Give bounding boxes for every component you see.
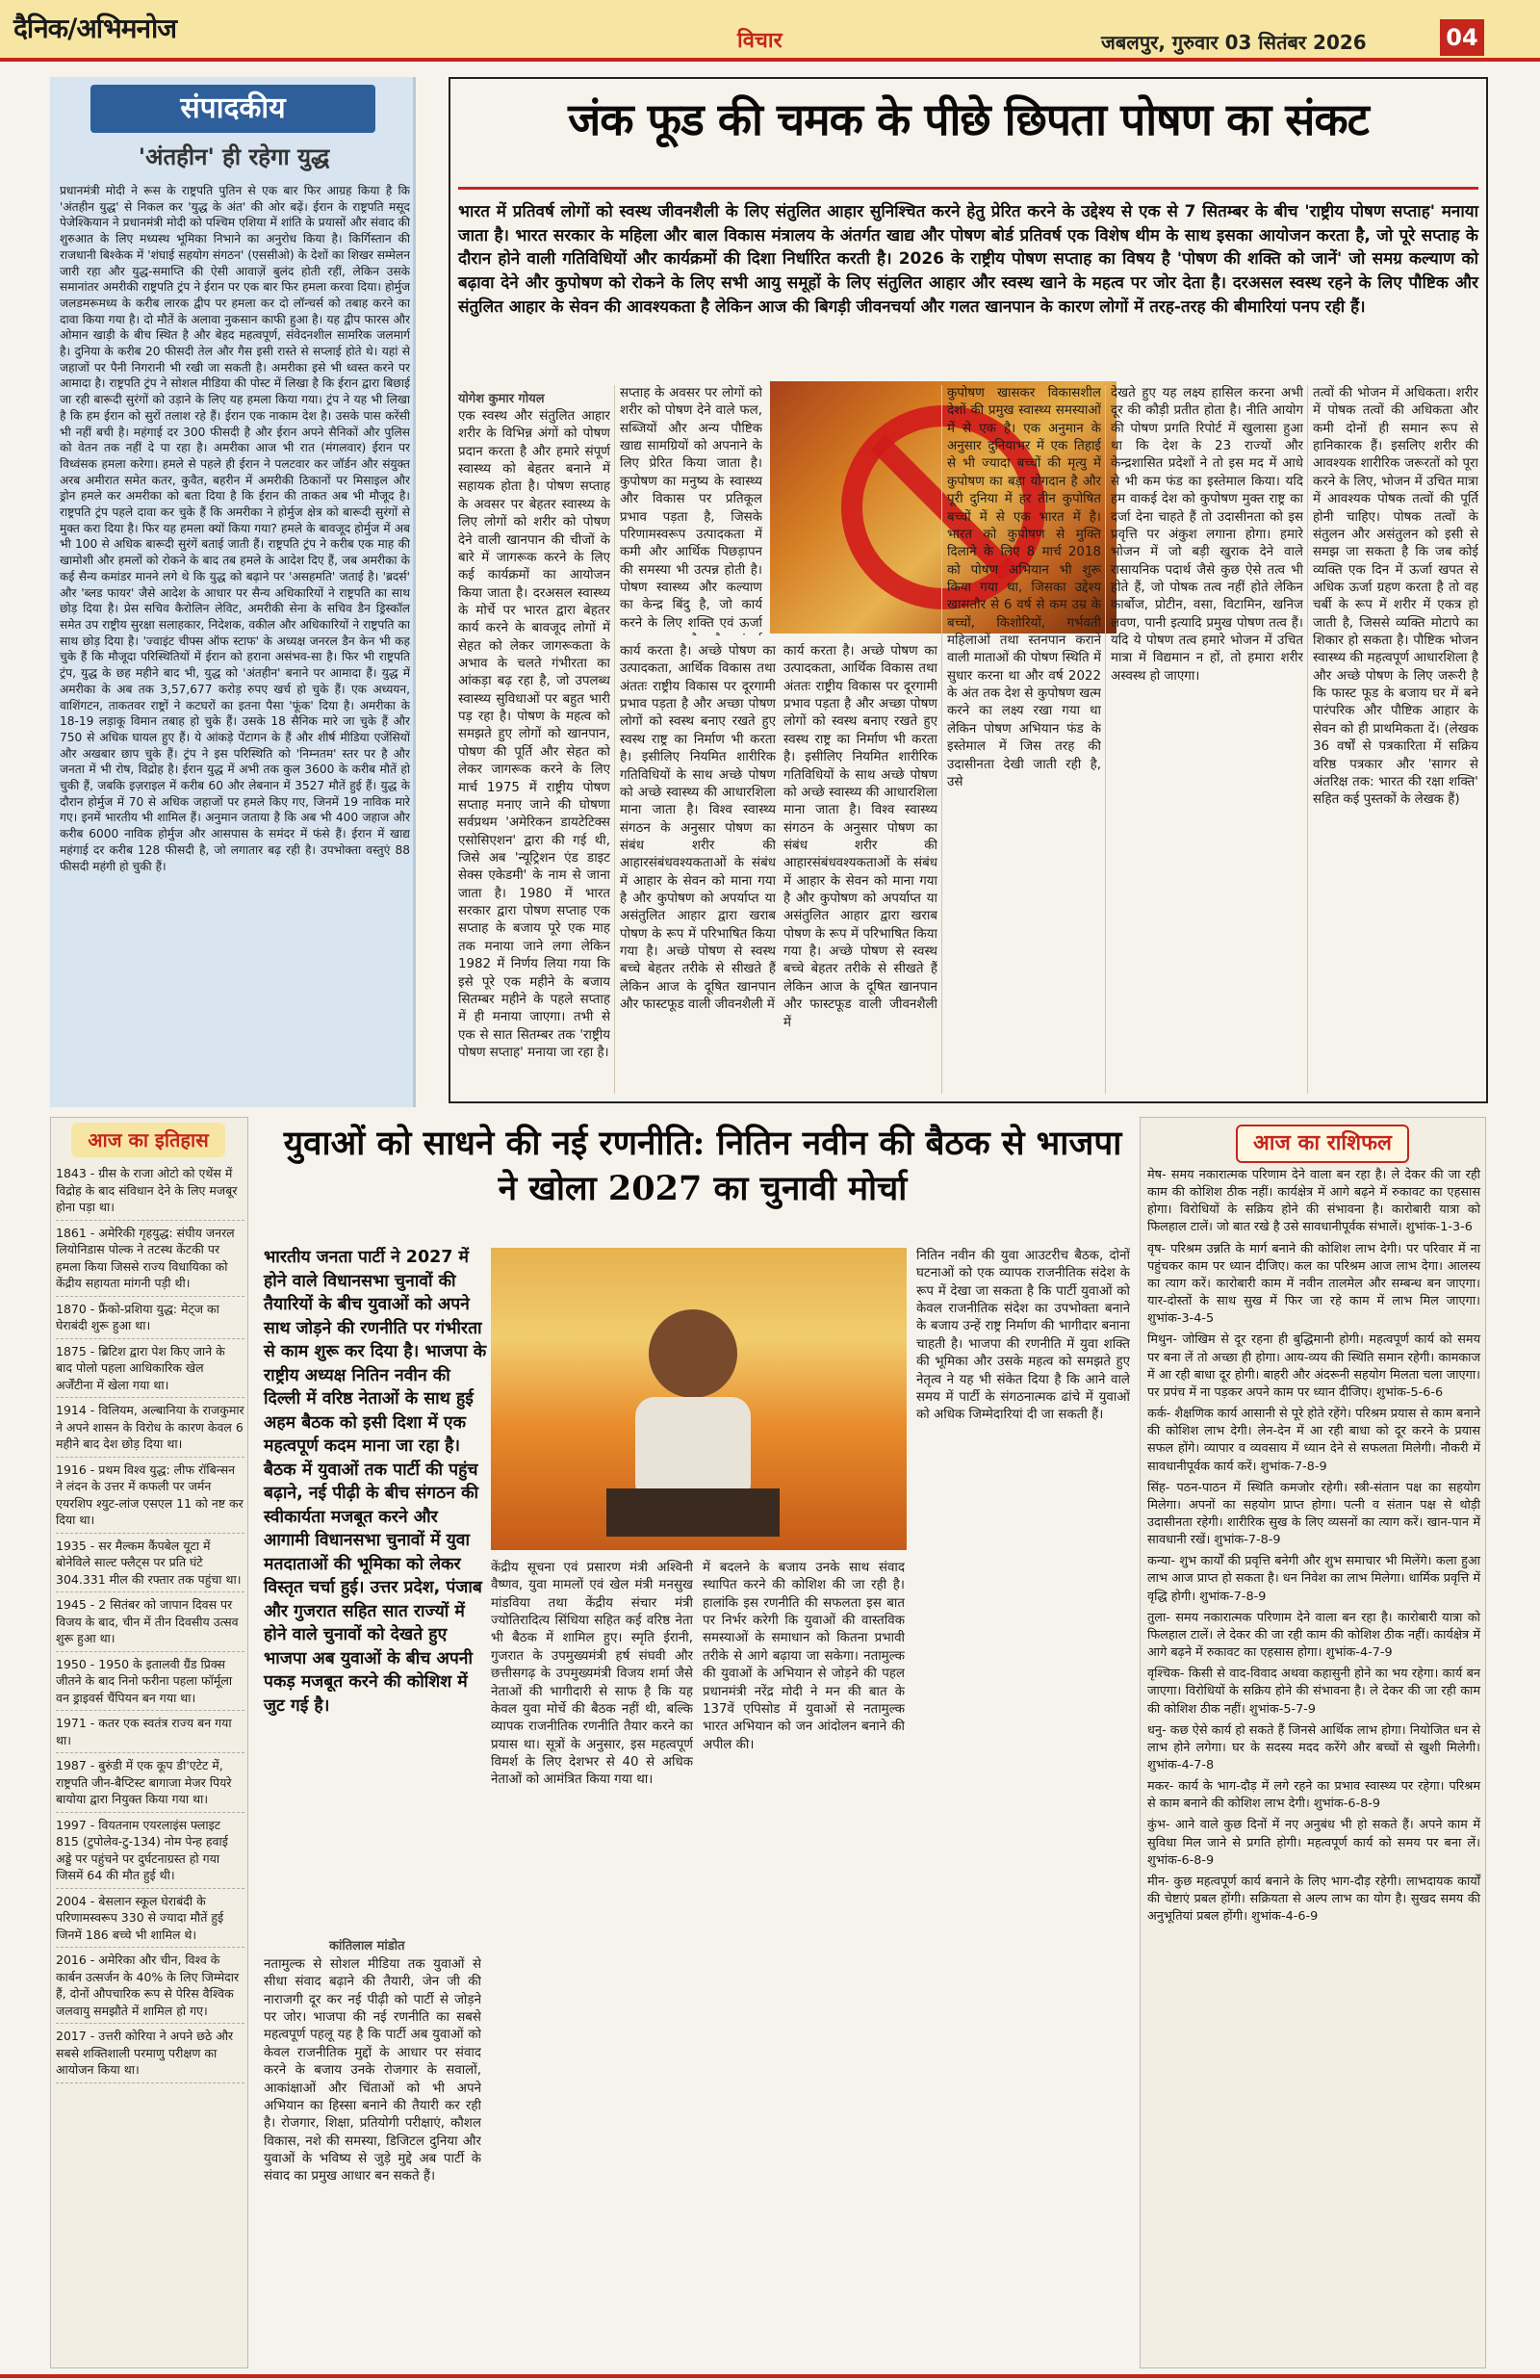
main-column-3: कार्य करता है। अच्छे पोषण का उत्पादकता, आर्थिक विकास तथा अंततः राष्ट्रीय विकास पर दूरगामी प्रभाव पड़ता है और अच्छा पोषण लोगों को स्वस्थ बनाए रखते हुए स्वस्थ राष्ट्र का निर्माण भी करता है। इसीलिए नियमित शारीरिक गतिविधियों के साथ अच्छे पोषण को अच्छे स्वास्थ्य की आधारशिला माना जाता है। विश्व स्वास्थ्य संगठन के अनुसार पोषण का संबंध शरीर की आहारसंबंधवश्यकताओं के संबंध में आहार के सेवन को माना गया है और कुपोषण को अपर्याप्त या असंतुलित आहार द्वारा खराब पोषण के रूप में परिभाषित किया गया है। अच्छे पोषण से स्वस्थ बच्चे बेहतर तरीके से सीखते हैं लेकिन आज के दूषित खानपान और फास्टफूड वाली जीवनशैली में (783, 644, 937, 1030)
history-item: 1945 - 2 सितंबर को जापान दिवस पर विजय के बाद, चीन में तीन दिवसीय उत्सव शुरू हुआ था। (56, 1596, 244, 1652)
history-item: 1875 - ब्रिटिश द्वारा पेश किए जाने के बाद पोलो पहला आधिकारिक खेल अर्जेंटीना में खेला गया था। (56, 1343, 244, 1399)
history-list (56, 1165, 244, 2087)
politics-headline[interactable]: युवाओं को साधने की नई रणनीति: नितिन नवीन की बैठक से भाजपा ने खोला 2027 का चुनावी मोर्चा (283, 1124, 1122, 1209)
editorial-body: प्रधानमंत्री मोदी ने रूस के राष्ट्रपति पुतिन से एक बार फिर आग्रह किया है कि 'अंतहीन युद्ध' से निकल कर 'युद्ध के अंत' की ओर बढ़ें। ईरान के राष्ट्रपति मसूद पेजेश्कियान ने प्रधानमंत्री मोदी को पश्चिम एशिया में शांति के प्रयासों और संवाद की शुरुआत के लिए मध्यस्थ भूमिका निभाने का अनुरोध किया है। किर्गिस्तान की राजधानी बिश्केक में 'शंघाई सहयोग संगठन' (एससीओ) के देशों का शिखर सम्मेलन जारी रहा और युद्ध-समाप्ति की ऐसी आवाज़ें बुलंद होती रहीं, लेकिन उसके समानांतर अमरीकी राष्ट्रपति ट्रंप ने ईरान पर एक बार फिर हमला करवा दिया। होर्मुज जलडमरूमध्य के करीब लारक द्वीप पर हमला कर दो लॉन्चर्स को तबाह करने का दावा किया गया है। दो मौतें के अलावा नुकसान काफी हुआ है। यह द्वीप फारस और ओमान खाड़ी के बीच स्थित है और बेहद महत्वपूर्ण, संवेदनशील सामरिक जलमार्ग है। दुनिया के करीब 20 फीसदी तेल और गैस इसी रास्ते से सप्लाई होते थे। यहां से जहाजों पर पैनी निगरानी भी रखी जा सकती है। अमरीका इसे भी ध्वस्त करने पर आमादा है। राष्ट्रपति ट्रंप ने सोशल मीडिया की पोस्ट में लिखा है कि ईरान द्वारा बिछाई जा रही बारूदी सुरंगों को उड़ाने के लिए यह हमला किया गया। ट्रंप ने यह भी लिखा है कि हम ईरान को सुरों तलाश रहे हैं। ईरान एक नाकाम देश है। उसके पास करेंसी भी नहीं बची है। महंगाई दर 300 फीसदी है और ईरान अपने सैनिकों और पुलिस को वेतन तक नहीं दे पा रहा है। अमरीका आज भी रात (मंगलवार) ईरान पर विध्वंसक हमला करेगा। हमले से पहले ही ईरान ने पलटवार कर जॉर्डन और संयुक्त अरब अमीरात समेत कतर, कुवैत, बहरीन में अमरीकी ठिकानों पर मिसाइल और ड्रोन हमले कर अमरीका को बता दिया है कि ईरान की ताकत अब भी मौजूद है। राष्ट्रपति ट्रंप पहले दावा कर चुके हैं कि अमरीका ने होर्मुज क्षेत्र को बारूदी सुरंगों से मुक्त करा दिया है। फिर यह हमला क्यों किया गया? हमले के बावजूद होर्मुज में अब भी 100 से अधिक बारूदी सुरंगें बताई जाती हैं। राष्ट्रपति ट्रंप ने करीब एक माह की खामोशी और हमलों को रोकने के बाद तब हमले के आदेश दिए हैं, जब अमरीका के कई सैन्य कमांडर मानने लगे थे कि युद्ध को बढ़ाने पर 'असहमति' जताई है। 'ब्रदर्स' और 'ब्लड फायर' जैसे आदेश के आधार पर सैन्य अधिकारियों ने राष्ट्रपति का साथ छोड़ दिया है। प्रेस सचिव कैरोलिन लेविट, अमरीकी सेना के सचिव डैन ड्रिस्कॉल समेत उप राष्ट्रीय सुरक्षा सलाहकार, निदेशक, वकील और अधिकारियों ने राष्ट्रपति का साथ छोड़ दिया है। 'ज्वाइंट चीफ्स ऑफ स्टाफ' के अध्यक्ष जनरल डैन केन भी कह चुके हैं कि मौजूदा परिस्थितियों में ईरान को हराना असंभव-सा है। फिर भी राष्ट्रपति ट्रंप, युद्ध के छह महीने बाद भी, युद्ध को 'अंतहीन' बनाने पर आमादा हैं। युद्ध में अमरीका के अब तक 3,57,677 करोड़ रुपए खर्च हो चुके हैं। एक अध्ययन, वाशिंगटन, ताकतवर राष्ट्रों ने कटघरों का इतना पैसा 'फूंक' दिया है। अमरीका के 18-19 लड़ाकू विमान तबाह हो चुके हैं। उसके 18 सैनिक मारे जा चुके हैं और 750 से अधिक घायल हुए हैं। ये आंकड़े पेंटागन के हैं और शीर्ष मीडिया एजेंसियों और अखबार छाप चुके हैं। ट्रंप ने इस परिस्थिति को 'निम्नतम' स्तर पर है और जनता में भी रोष, विद्रोह है। ईरान युद्ध में अभी तक कुल 3600 के करीब मौतें हो चुकी हैं, जबकि इज़राइल में करीब 60 और लेबनान में 3527 मौतें हुई हैं। युद्ध के दौरान होर्मुज में 70 से अधिक जहाजों पर हमले किए गए, जिनमें 19 नाविक मारे गए। इनमें भारतीय भी शामिल हैं। अनुमान जताया है कि अब भी 400 जहाज और करीब 6000 नाविक होर्मुज और आसपास के समंदर में फंसे हैं। ईरान में खाद्य महंगाई दर करीब 128 फीसदी है, जो लगातार बढ़ रही है। उपभोक्ता वस्तुएं 88 फीसदी महंगी हो चुकी हैं। (60, 184, 410, 873)
history-heading: आज का इतिहास (71, 1123, 225, 1157)
horoscope-entry: वृश्चिक- किसी से वाद-विवाद अथवा कहासुनी होने का भय रहेगा। कार्य बन जाएगा। विरोधियों के सक्रिय होने की संभावना है। ले देकर की जा रही काम की कोशिश ठीक नहीं। शुभांक-5-7-9 (1147, 1667, 1480, 1717)
horoscope-entry: मिथुन- जोखिम से दूर रहना ही बुद्धिमानी होगी। महत्वपूर्ण कार्य को समय पर बना लें तो अच्छा ही होगा। आय-व्यय की स्थिति समान रहेगी। कामकाज में आ रही बाधा दूर होगी। बाहरी और अंदरूनी सहयोग मिलता चला जाएगा। पर प्रपंच में ना पड़कर अपने काम पर ध्यान दीजिए। शुभांक-5-6-6 (1147, 1332, 1480, 1400)
main-column-2: सप्ताह के अवसर पर लोगों को शरीर को पोषण देने वाले फल, सब्जियों और अन्य पौष्टिक खाद्य सामग्रियों को अपनाने के लिए प्रेरित किया जाता है। कुपोषण का मनुष्य के स्वास्थ्य और विकास पर प्रतिकूल प्रभाव पड़ता है, जिसके परिणामस्वरूप उत्पादकता में कमी और आर्थिक पिछड़ापन की समस्या भी उत्पन्न होती है। पोषण स्वास्थ्य और कल्याण का केन्द्र बिंदु है, जो कार्य करने के लिए शक्ति एवं ऊर्जा (620, 386, 762, 631)
horoscope-entry: सिंह- पठन-पाठन में स्थिति कमजोर रहेगी। स्त्री-संतान पक्ष का सहयोग मिलेगा। अपनों का सहयोग प्राप्त होगा। पत्नी व संतान पक्ष से थोड़ी उदासीनता रहेगी। शारीरिक सुख के लिए व्यसनों का त्याग करें। खान-पान में सावधानी रखें। शुभांक-7-8-9 (1147, 1480, 1480, 1548)
page-number: 04 (1440, 19, 1484, 56)
history-item: 2004 - बेसलान स्कूल घेराबंदी के परिणामस्वरूप 330 से ज्यादा मौतें हुई जिनमें 186 बच्चे भी शामिल थे। (56, 1893, 244, 1949)
history-item: 1870 - फ्रैंको-प्रशिया युद्ध: मेट्ज का घेराबंदी शुरू हुआ था। (56, 1301, 244, 1339)
main-column-1: एक स्वस्थ और संतुलित आहार शरीर के विभिन्न अंगों को पोषण प्रदान करता है और हमारे संपूर्ण स्वास्थ्य को बेहतर बनाने में सहायक होता है। पोषण सप्ताह के अवसर पर बेहतर स्वास्थ्य के लिए लोगों को शरीर को पोषण देने वाली खानपान की चीजों के बारे में जागरूक करने के लिए कई कार्यक्रमों का आयोजन किया जाता है। दरअसल स्वास्थ्य के मोर्चे पर भारत द्वारा बेहतर कार्य करने के बावजूद लोगों में सेहत को लेकर जागरूकता के अभाव के चलते गंभीरता का आंकड़ा बढ़ रहा है, जो उपलब्ध स्वास्थ्य सुविधाओं पर बहुत भारी पड़ रहा है। पोषण के महत्व को समझते हुए लोगों को खानपान, पोषण की पूर्ति और सेहत को लेकर जागरूक करने के लिए मार्च 1975 में राष्ट्रीय पोषण सप्ताह मनाए जाने की घोषणा सर्वप्रथम 'अमेरिकन डायटेटिक्स एसोसिएशन' द्वारा की गई थी, जिसे अब 'न्यूट्रिशन एंड डाइट सेक्स एकेडमी' के नाम से जाना जाता है। 1980 में भारत सरकार द्वारा पोषण सप्ताह एक सप्ताह के बजाय पूरे एक माह तक मनाया जाने लगा लेकिन 1982 में निर्णय लिया गया कि इसे पूरे एक महीने के बजाय सितम्बर महीने के पहले सप्ताह में ही मनाया जाएगा। तभी से एक से सात सितम्बर तक 'राष्ट्रीय पोषण सप्ताह' मनाया जा रहा है। (458, 409, 610, 1060)
main-byline: योगेश कुमार गोयल (458, 392, 545, 406)
section-label[interactable]: विचार (737, 29, 783, 53)
horoscope-entry: मीन- कुछ महत्वपूर्ण कार्य बनाने के लिए भाग-दौड़ रहेगी। लाभदायक कार्यों की चेष्टाएं प्रबल होंगी। सक्रियता से अल्प लाभ का योग है। सुखद समय की अनुभूतियां प्रबल होंगी। शुभांक-4-6-9 (1147, 1874, 1480, 1925)
horoscope-entry: धनु- कछ ऐसे कार्य हो सकते हैं जिनसे आर्थिक लाभ होगा। नियोजित धन से लाभ होने लगेगा। घर के सदस्य मदद करेंगे और बच्चों से खुशी मिलेगी। शुभांक-4-7-8 (1147, 1722, 1480, 1772)
horoscope-list (1147, 1167, 1480, 1929)
history-item: 1916 - प्रथम विश्व युद्ध: लीफ रॉबिन्सन ने लंदन के उत्तर में कफली पर जर्मन एयरशिप श्युट-लांज एसएल 11 को नष्ट कर दिया था। (56, 1462, 244, 1534)
history-item: 1843 - ग्रीस के राजा ओटो को एथेंस में विद्रोह के बाद संविधान देने के लिए मजबूर होना पड़ा था। (56, 1165, 244, 1221)
history-item: 1935 - सर मैल्कम कैंपबेल यूटा में बोनेविले साल्ट फ्लैट्स पर प्रति घंटे 304.331 मील की रफ्तार तक पहुंचा था। (56, 1538, 244, 1593)
editorial-subtitle[interactable]: 'अंतहीन' ही रहेगा युद्ध (138, 143, 330, 170)
politics-pull-text: भारतीय जनता पार्टी ने 2027 में होने वाले विधानसभा चुनावों की तैयारियों के बीच युवाओं को अपने साथ जोड़ने की रणनीति पर गंभीरता से काम शुरू कर दिया है। भाजपा के राष्ट्रीय अध्यक्ष नितिन नवीन की दिल्ली में वरिष्ठ नेताओं के साथ हुई अहम बैठक को इसी दिशा में एक महत्वपूर्ण कदम माना जा रहा है। बैठक में युवाओं तक पार्टी की पहुंच बढ़ाने, नई पीढ़ी के बीच संगठन की स्वीकार्यता मजबूत करने और आगामी विधानसभा चुनावों में युवा मतदाताओं की भूमिका को लेकर विस्तृत चर्चा हुई। उत्तर प्रदेश, पंजाब और गुजरात सहित सात राज्यों में होने वाले चुनावों को देखते हुए भाजपा अब युवाओं के बीच अपनी पकड़ मजबूत करने की कोशिश में जुट गई है। (264, 1248, 487, 1716)
column-divider (614, 385, 615, 1094)
politics-column-1: नतामुल्क से सोशल मीडिया तक युवाओं से सीधा संवाद बढ़ाने की तैयारी, जेन जी की नाराजगी दूर कर नई पीढ़ी को पार्टी से जोड़ने पर जोर। भाजपा की नई रणनीति का सबसे महत्वपूर्ण पहलू यह है कि पार्टी अब युवाओं को केवल राजनीतिक मुद्दों के आधार पर संवाद करने के बजाय उनके रोजगार के सवालों, आकांक्षाओं और चिंताओं को भी अपने अभियान का हिस्सा बनाने की तैयारी कर रही है। रोजगार, शिक्षा, प्रतियोगी परीक्षाएं, कौशल विकास, नशे की समस्या, डिजिटल दुनिया और युवाओं के भविष्य से जुड़े मुद्दे अब पार्टी के संवाद का प्रमुख आधार बन सकते हैं। (264, 1957, 481, 2185)
column-divider (1105, 385, 1106, 1094)
issue-date: जबलपुर, गुरुवार 03 सितंबर 2026 (1101, 31, 1367, 54)
main-column-2b: कार्य करता है। अच्छे पोषण का उत्पादकता, आर्थिक विकास तथा अंततः राष्ट्रीय विकास पर दूरगामी प्रभाव पड़ता है और अच्छा पोषण लोगों को स्वस्थ बनाए रखते हुए स्वस्थ राष्ट्र का निर्माण भी करता है। इसीलिए नियमित शारीरिक गतिविधियों के साथ अच्छे पोषण को अच्छे स्वास्थ्य की आधारशिला माना जाता है। विश्व स्वास्थ्य संगठन के अनुसार पोषण का संबंध शरीर की आहारसंबंधवश्यकताओं के संबंध में आहार के सेवन को माना गया है और कुपोषण को अपर्याप्त या असंतुलित आहार द्वारा खराब पोषण के रूप में परिभाषित किया गया है। अच्छे पोषण से स्वस्थ बच्चे बेहतर तरीके से सीखते हैं लेकिन आज के दूषित खानपान और फास्टफूड वाली जीवनशैली में (620, 644, 776, 1013)
column-divider (941, 385, 942, 1094)
main-column-5: देखते हुए यह लक्ष्य हासिल करना अभी दूर की कौड़ी प्रतीत होता है। नीति आयोग की पोषण प्रगति रिपोर्ट में खुलासा हुआ था कि देश के 23 राज्यों और केन्द्रशासित प्रदेशों ने तो इस मद में आधे से भी कम फंड का इस्तेमाल किया। यदि हम वाकई देश को कुपोषण मुक्त राष्ट्र का दर्जा देना चाहते हैं तो उदासीनता को इस प्रवृत्ति पर अंकुश लगाना होगा। हमारे भोजन में जो बड़ी खुराक देने वाले रासायनिक पदार्थ जैसे कुछ ऐसे तत्व भी होते हैं, जो पोषक तत्व नहीं होते लेकिन कार्बोज, प्रोटीन, वसा, विटामिन, खनिज लवण, पानी इत्यादि प्रमुख पोषण तत्व हैं। यदि ये पोषण तत्व हमारे भोजन में उचित मात्रा में विद्यमान न हों, तो हमारा शरीर अस्वस्थ हो जाएगा। (1111, 386, 1303, 684)
politics-column-2: केंद्रीय सूचना एवं प्रसारण मंत्री अश्विनी वैष्णव, युवा मामलों एवं खेल मंत्री मनसुख मांडविया तथा केंद्रीय संचार मंत्री ज्योतिरादित्य सिंधिया सहित कई वरिष्ठ नेता भी बैठक में शामिल हुए। स्मृति ईरानी, गुजरात के उपमुख्यमंत्री हर्ष संघवी और छत्तीसगढ़ के उपमुख्यमंत्री विजय शर्मा जैसे नेताओं की भागीदारी से साफ है कि यह केवल युवा मोर्चे की बैठक नहीं थी, बल्कि व्यापक राजनीतिक रणनीति तैयार करने का प्रयास था। सूत्रों के अनुसार, इस महत्वपूर्ण विमर्श के लिए देशभर से 40 से अधिक नेताओं को आमंत्रित किया गया था। (491, 1561, 693, 1788)
editorial-heading: संपादकीय (90, 85, 375, 133)
horoscope-entry: मकर- कार्य के भाग-दौड़ में लगे रहने का प्रभाव स्वास्थ्य पर रहेगा। परिश्रम से काम बनाने की कोशिश लाभ देगी। शुभांक-6-8-9 (1147, 1779, 1480, 1812)
main-intro: भारत में प्रतिवर्ष लोगों को स्वस्थ जीवनशैली के लिए संतुलित आहार सुनिश्चित करने हेतु प्रेरित करने के उद्देश्य से एक से 7 सितम्बर के बीच 'राष्ट्रीय पोषण सप्ताह' मनाया जाता है। भारत सरकार के महिला और बाल विकास मंत्रालय के अंतर्गत खाद्य और पोषण बोर्ड प्रतिवर्ष एक विशेष थीम के साथ इसका आयोजन करता है, जो पूरे सप्ताह के दौरान होने वाली गतिविधियों और कार्यक्रमों की दिशा निर्धारित करती है। 2026 के राष्ट्रीय पोषण सप्ताह का विषय है 'पोषण की शक्ति को जानें' जो समग्र कल्याण को बढ़ावा देने और कुपोषण को रोकने के लिए सभी आयु समूहों के लिए संतुलित आहार और स्वस्थ खाने के महत्व पर जोर देता है। दरअसल स्वस्थ रहने के लिए पौष्टिक और संतुलित आहार के सेवन की आवश्यकता है लेकिन आज की बिगड़ी जीवनचर्या और गलत खानपान के कारण लोगों में तरह-तरह की बीमारियां पनप रही हैं। (458, 202, 1478, 317)
politics-byline: कांतिलाल मांडोत (329, 1939, 405, 1953)
horoscope-entry: कर्क- शैक्षणिक कार्य आसानी से पूरे होते रहेंगे। परिश्रम प्रयास से काम बनाने की कोशिश लाभ देगी। लेन-देन में आ रही बाधा को दूर करने के प्रयास सफल होंगे। व्यापार व व्यवसाय में ध्यान देने से सफलता मिलेगी। नौकरी में सावधानीपूर्वक कार्य करें। शुभांक-7-8-9 (1147, 1407, 1480, 1474)
footer-rule (0, 2374, 1540, 2378)
horoscope-heading: आज का राशिफल (1236, 1125, 1409, 1163)
history-item: 1987 - बुरुंडी में एक कूप डी'एटेट में, राष्ट्रपति जीन-बैप्टिस्ट बागाजा मेजर पियरे बायोया द्वारा नियुक्त किया गया था। (56, 1757, 244, 1813)
horoscope-entry: मेष- समय नकारात्मक परिणाम देने वाला बन रहा है। ले देकर की जा रही काम की कोशिश ठीक नहीं। कार्यक्षेत्र में आगे बढ़ने में रुकावट का एहसास होगा। विरोधियों के सक्रिय होने की संभावना है। कारोबारी यात्रा को फिलहाल टालें। जो बात रखे है उसे सावधानीपूर्वक संभालें। शुभांक-1-3-6 (1147, 1168, 1480, 1235)
politics-column-3: में बदलने के बजाय उनके साथ संवाद स्थापित करने की कोशिश की जा रही है। हालांकि इस रणनीति की सफलता इस बात पर निर्भर करेगी कि युवाओं की वास्तविक समस्याओं के समाधान को कितना प्रभावी तरीके से आगे बढ़ाया जा सकेगा। नतामुल्क की युवाओं के अभियान से जोड़ने की पहल प्रधानमंत्री नरेंद्र मोदी ने मन की बात के 137वें एपिसोड में युवाओं से नतामुल्क भारत अभियान को जन आंदोलन बनाने की अपील की। (703, 1561, 905, 1752)
horoscope-entry: तुला- समय नकारात्मक परिणाम देने वाला बन रहा है। कारोबारी यात्रा को फिलहाल टालें। ले देकर की जा रही काम की कोशिश ठीक नहीं। कार्यक्षेत्र में आगे बढ़ने में रुकावट का एहसास होगा। शुभांक-4-7-9 (1147, 1610, 1480, 1661)
horoscope-entry: वृष- परिश्रम उन्नति के मार्ग बनाने की कोशिश लाभ देगी। पर परिवार में ना पहुंचकर काम पर ध्यान दीजिए। कल का परिश्रम आज लाभ देगा। आलस्य का त्याग करें। कारोबारी काम में नवीन तालमेल और सम्बन्ध बन जाएगा। यार-दोस्तों के साथ सुख में फिर जा रहे काम में लाभ मिल जाएगा। शुभांक-3-4-5 (1147, 1241, 1480, 1327)
horoscope-entry: कन्या- शुभ कार्यों की प्रवृत्ति बनेगी और शुभ समाचार भी मिलेंगे। कला हुआ लाभ आज प्राप्त हो सकता है। धन निवेश का लाभ मिलेगा। धार्मिक प्रवृत्ति में वृद्धि होगी। शुभांक-7-8-9 (1147, 1554, 1480, 1604)
column-divider (1307, 385, 1308, 1094)
history-item: 1861 - अमेरिकी गृहयुद्ध: संघीय जनरल लियोनिडास पोल्क ने तटस्थ केंटकी पर हमला किया जिससे राज्य विधायिका को केंद्रीय सहायता मांगनी पड़ी थी। (56, 1225, 244, 1297)
history-item: 2016 - अमेरिका और चीन, विश्व के कार्बन उत्सर्जन के 40% के लिए जिम्मेदार हैं, दोनों औपचारिक रूप से पेरिस वैश्विक जलवायु समझौते में शामिल हो गए। (56, 1952, 244, 2024)
headline-rule (458, 187, 1478, 190)
politics-column-4: नितिन नवीन की युवा आउटरीच बैठक, दोनों घटनाओं को एक व्यापक राजनीतिक संदेश के रूप में देखा जा सकता है कि पार्टी युवाओं को केवल राजनीतिक संदेश का उपभोक्ता बनाने के बजाय उन्हें राष्ट्र निर्माण की भागीदार बनाना चाहती है। भाजपा की रणनीति में युवा शक्ति की भूमिका और उसके महत्व को समझते हुए नेतृत्व ने यह भी संकेत दिया है कि आने वाले समय में पार्टी के संगठनात्मक ढांचे में युवाओं को अधिक जिम्मेदारियां दी जा सकती हैं। (916, 1249, 1130, 1423)
history-item: 1997 - वियतनाम एयरलाइंस फ्लाइट 815 (टुपोलेव-टु-134) नोम पेन्ह हवाई अड्डे पर पहुंचने पर दुर्घटनाग्रस्त हो गया जिसमें 64 की मौत हुई थी। (56, 1817, 244, 1889)
speaker-figure-icon (491, 1248, 907, 1550)
main-column-6: तत्वों की भोजन में अधिकता। शरीर में पोषक तत्वों की अधिकता और कमी दोनों ही समान रूप से हानिकारक हैं। इसलिए शरीर की आवश्यक शारीरिक जरूरतों को पूरा करने के लिए, भोजन में उचित मात्रा में आवश्यक पोषक तत्वों की पूर्ति होनी चाहिए। पोषक तत्वों के संतुलन और असंतुलन को इसी से समझ जा सकता है कि जब कोई व्यक्ति एक दिन में ऊर्जा खपत से अधिक ऊर्जा ग्रहण करता है तो वह चर्बी के रूप में शरीर में एकत्र हो जाती है, जिससे व्यक्ति मोटापे का शिकार हो सकता है। पौष्टिक भोजन स्वास्थ्य की महत्वपूर्ण आधारशिला है और अच्छे पोषण के लिए जरूरी है कि फास्ट फूड के बजाय घर में बने पारंपरिक और पौष्टिक आहार के सेवन को ही प्राथमिकता दें। (लेखक 36 वर्षों से पत्रकारिता में सक्रिय वरिष्ठ पत्रकार और 'सागर से अंतरिक्ष तक: भारत की रक्षा शक्ति' सहित कई पुस्तकों के लेखक हैं) (1313, 386, 1478, 808)
history-item: 1950 - 1950 के इतालवी ग्रैंड प्रिक्स जीतने के बाद निनो फरीना पहला फॉर्मूला वन ड्राइवर्स चैंपियन बन गया था। (56, 1656, 244, 1712)
horoscope-entry: कुंभ- आने वाले कुछ दिनों में नए अनुबंध भी हो सकते हैं। अपने काम में सुविधा मिल जाने से प्रगति होगी। महत्वपूर्ण कार्य को समय पर बना लें। शुभांक-6-8-9 (1147, 1818, 1480, 1868)
main-headline[interactable]: जंक फूड की चमक के पीछे छिपता पोषण का संकट (568, 93, 1369, 145)
history-item: 1914 - विलियम, अल्बानिया के राजकुमार ने अपने शासन के विरोध के कारण केवल 6 महीने बाद देश छोड़ दिया था। (56, 1402, 244, 1458)
history-item: 2017 - उत्तरी कोरिया ने अपने छठे और सबसे शक्तिशाली परमाणु परीक्षण का आयोजन किया था। (56, 2028, 244, 2083)
main-column-4: कुपोषण खासकर विकासशील देशों की प्रमुख स्वास्थ्य समस्याओं में से एक है। एक अनुमान के अनुसार दुनियाभर में एक तिहाई से भी ज्यादा बच्चों की मृत्यु में कुपोषण का बड़ा योगदान है और पूरी दुनिया में हर तीन कुपोषित बच्चों में से एक भारत में है। भारत को कुपोषण से मुक्ति दिलाने के लिए 8 मार्च 2018 को पोषण अभियान भी शुरू किया गया था, जिसका उद्देश्य खासतौर से 6 वर्ष से कम उम्र के बच्चों, किशोरियों, गर्भवती महिलाओं तथा स्तनपान कराने वाली माताओं की पोषण स्थिति में सुधार करना था और वर्ष 2022 के अंत तक देश से कुपोषण खत्म करने का लक्ष्य रखा गया था लेकिन पोषण अभियान फंड के इस्तेमाल में जिस तरह की उदासीनता देखी जाती रही है, उसे (947, 386, 1101, 789)
meeting-photo (491, 1248, 907, 1550)
history-item: 1971 - कतर एक स्वतंत्र राज्य बन गया था। (56, 1715, 244, 1753)
newspaper-logo[interactable]: दैनिक/अभिमनोज (13, 13, 177, 44)
